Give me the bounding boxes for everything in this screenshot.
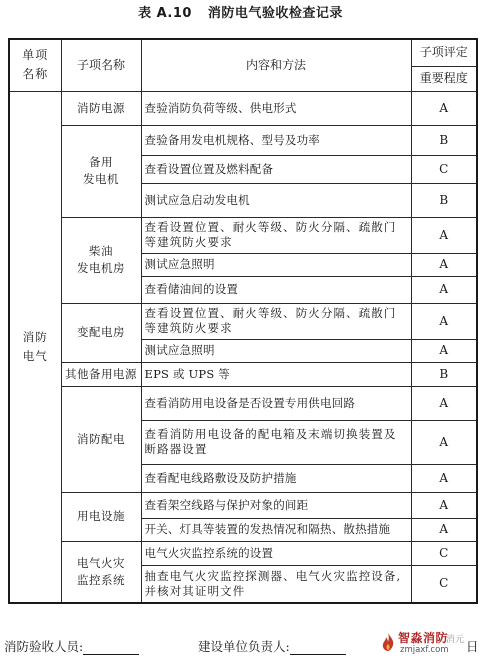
sub-item-name-line: 发电机 bbox=[83, 172, 119, 186]
table-row bbox=[9, 386, 477, 420]
responsible-line bbox=[290, 642, 346, 655]
content-cell: 开关、灯具等装置的发热情况和隔热、散热措施 bbox=[141, 518, 411, 541]
content-cell: 查看消防用电设备是否设置专用供电回路 bbox=[141, 386, 411, 420]
content-cell: 电气火灾监控系统的设置 bbox=[141, 541, 411, 565]
flame-logo-icon bbox=[378, 632, 398, 652]
responsible-signature bbox=[198, 637, 346, 655]
importance-cell: A bbox=[411, 464, 477, 492]
importance-cell: A bbox=[411, 386, 477, 420]
inspection-table bbox=[8, 38, 478, 604]
inspection-table-body bbox=[9, 39, 477, 603]
header-importance: 重要程度 bbox=[411, 66, 477, 91]
importance-cell: A bbox=[411, 91, 477, 125]
importance-cell: B bbox=[411, 183, 477, 217]
content-cell: 查验备用发电机规格、型号及功率 bbox=[141, 125, 411, 155]
table-row bbox=[9, 303, 477, 339]
content-cell: 查看架空线路与保护对象的间距 bbox=[141, 492, 411, 518]
importance-cell: A bbox=[411, 217, 477, 253]
header-rating: 子项评定 bbox=[411, 39, 477, 66]
watermark-site: zmjaxf.com bbox=[400, 645, 449, 655]
importance-cell: B bbox=[411, 125, 477, 155]
table-row bbox=[9, 125, 477, 155]
table-number: 表 A.10 bbox=[138, 6, 192, 21]
sub-item-name bbox=[61, 386, 141, 492]
sub-item-name-line: 变配电房 bbox=[77, 325, 125, 339]
sub-item-name bbox=[61, 125, 141, 217]
sub-item-name-line: 消防配电 bbox=[77, 431, 125, 446]
table-row bbox=[9, 362, 477, 386]
header-unit bbox=[9, 39, 61, 91]
content-cell: 查看消防用电设备的配电箱及末端切换装置及断路器设置 bbox=[141, 420, 411, 464]
content-cell: 查看设置位置、耐火等级、防火分隔、疏散门等建筑防火要求 bbox=[141, 303, 411, 339]
table-title-text: 消防电气验收检查记录 bbox=[207, 6, 343, 21]
header-unit-line: 单项 bbox=[22, 48, 49, 63]
importance-cell: A bbox=[411, 492, 477, 518]
importance-cell: A bbox=[411, 303, 477, 339]
importance-cell: A bbox=[411, 276, 477, 303]
sub-item-name bbox=[61, 541, 141, 603]
watermark-extra: 消元 bbox=[446, 635, 465, 645]
sub-item-name bbox=[61, 362, 141, 386]
watermark bbox=[378, 628, 464, 658]
table-title bbox=[0, 2, 481, 21]
inspector-label: 消防验收人员: bbox=[4, 639, 84, 654]
sub-item-name-line: 监控系统 bbox=[77, 572, 125, 587]
content-cell: 查看储油间的设置 bbox=[141, 276, 411, 303]
content-cell: 查验消防负荷等级、供电形式 bbox=[141, 91, 411, 125]
importance-cell: B bbox=[411, 362, 477, 386]
sub-item-name bbox=[61, 217, 141, 303]
unit-name-cell bbox=[9, 91, 61, 603]
importance-cell: C bbox=[411, 565, 477, 603]
sub-item-name-line: 消防电源 bbox=[77, 100, 125, 115]
content-cell: 测试应急照明 bbox=[141, 339, 411, 362]
inspector-line bbox=[83, 642, 139, 655]
inspector-signature bbox=[4, 637, 139, 655]
responsible-label: 建设单位负责人: bbox=[198, 639, 290, 654]
footer-tail: 日 bbox=[466, 639, 479, 654]
table-row bbox=[9, 541, 477, 565]
importance-cell: A bbox=[411, 420, 477, 464]
header-sub: 子项名称 bbox=[61, 39, 141, 91]
content-cell: 测试应急照明 bbox=[141, 253, 411, 276]
sub-item-name-line: 备用 bbox=[89, 155, 113, 169]
content-cell: EPS 或 UPS 等 bbox=[141, 362, 411, 386]
unit-name-line: 电气 bbox=[22, 348, 48, 363]
importance-cell: C bbox=[411, 541, 477, 565]
sub-item-name-line: 其他备用电源 bbox=[65, 366, 137, 381]
content-cell: 查看设置位置、耐火等级、防火分隔、疏散门等建筑防火要求 bbox=[141, 217, 411, 253]
content-cell: 测试应急启动发电机 bbox=[141, 183, 411, 217]
table-row bbox=[9, 91, 477, 125]
header-content: 内容和方法 bbox=[141, 39, 411, 91]
importance-cell: C bbox=[411, 155, 477, 183]
importance-cell: A bbox=[411, 518, 477, 541]
sub-item-name-line: 柴油 bbox=[89, 244, 113, 258]
table-row bbox=[9, 492, 477, 518]
sub-item-name bbox=[61, 303, 141, 362]
table-row bbox=[9, 217, 477, 253]
sub-item-name bbox=[61, 91, 141, 125]
sub-item-name-line: 发电机房 bbox=[77, 261, 125, 275]
content-cell: 查看配电线路敷设及防护措施 bbox=[141, 464, 411, 492]
content-cell: 查看设置位置及燃料配备 bbox=[141, 155, 411, 183]
unit-name-line: 消防 bbox=[22, 329, 48, 344]
sub-item-name bbox=[61, 492, 141, 541]
header-unit-line: 名称 bbox=[22, 67, 49, 82]
content-cell: 抽查电气火灾监控探测器、电气火灾监控设备,并核对其证明文件 bbox=[141, 565, 411, 603]
header-row bbox=[9, 39, 477, 66]
sub-item-name-line: 电气火灾 bbox=[77, 555, 125, 570]
sub-item-name-line: 用电设施 bbox=[77, 509, 125, 523]
importance-cell: A bbox=[411, 339, 477, 362]
watermark-brand: 智淼消防 bbox=[398, 631, 449, 645]
importance-cell: A bbox=[411, 253, 477, 276]
